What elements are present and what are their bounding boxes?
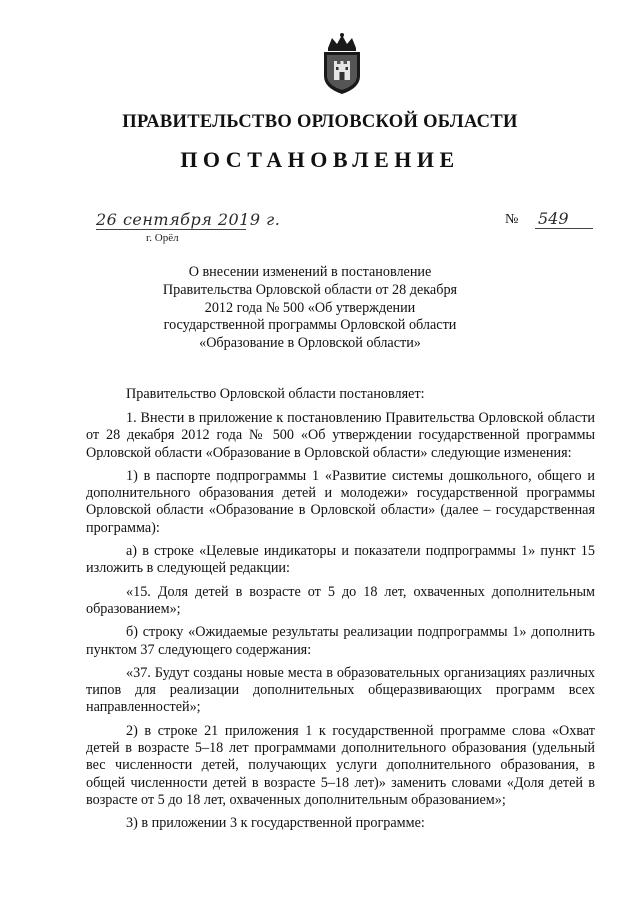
paragraph: «15. Доля детей в возрасте от 5 до 18 лет, охваченных дополнительным образованием»; [86,583,595,617]
paragraph: а) в строке «Целевые индикаторы и показатели подпрограммы 1» пункт 15 изложить в следующей редакции: [86,543,595,577]
preamble: Правительство Орловской области постановляет: [126,386,425,402]
coat-of-arms-icon [318,32,366,96]
number-underline [535,228,593,229]
document-city: г. Орёл [146,232,179,244]
document-number: 549 [538,209,569,228]
paragraph: б) строку «Ожидаемые результаты реализации подпрограммы 1» дополнить пунктом 37 следующего содержания: [86,624,595,658]
paragraph: 3) в приложении 3 к государственной программе: [126,815,425,832]
document-type-title: ПОСТАНОВЛЕНИЕ [180,147,460,172]
number-label: № [505,212,519,227]
document-date: 26 сентября 2019 г. [96,210,281,229]
organization-title: ПРАВИТЕЛЬСТВО ОРЛОВСКОЙ ОБЛАСТИ [122,112,518,132]
paragraph: 1) в паспорте подпрограммы 1 «Развитие системы дошкольного, общего и дополнительного образования детей и молодежи» государственной программы Орловской области «Образование в Орловской области» (далее – государственная программа): [86,467,595,536]
paragraph: «37. Будут созданы новые места в образовательных организациях различных типов для реализации дополнительных общеразвивающих программ всех направленностей»; [86,664,595,716]
document-subject: О внесении изменений в постановление Правительства Орловской области от 28 декабря 2012 года № 500 «Об утверждении государственной программы Орловской области «Образование в Орловской области» [162,264,458,352]
paragraph: 1. Внести в приложение к постановлению Правительства Орловской области от 28 декабря 2012 года № 500 «Об утверждении государственной программы Орловской области «Образование в Орловской области» следующие изменения: [86,410,595,461]
document-body [86,410,595,839]
date-underline [96,229,246,230]
paragraph: 2) в строке 21 приложения 1 к государственной программе слова «Охват детей в возрасте 5–18 лет программами дополнительного образования (удельный вес численности детей, получающих услуги дополнительного образования, в общей численности детей в возрасте 5–18 лет)» заменить словами «Доля детей в возрасте от 5 до 18 лет, охваченных дополнительным образованием»; [86,722,595,808]
